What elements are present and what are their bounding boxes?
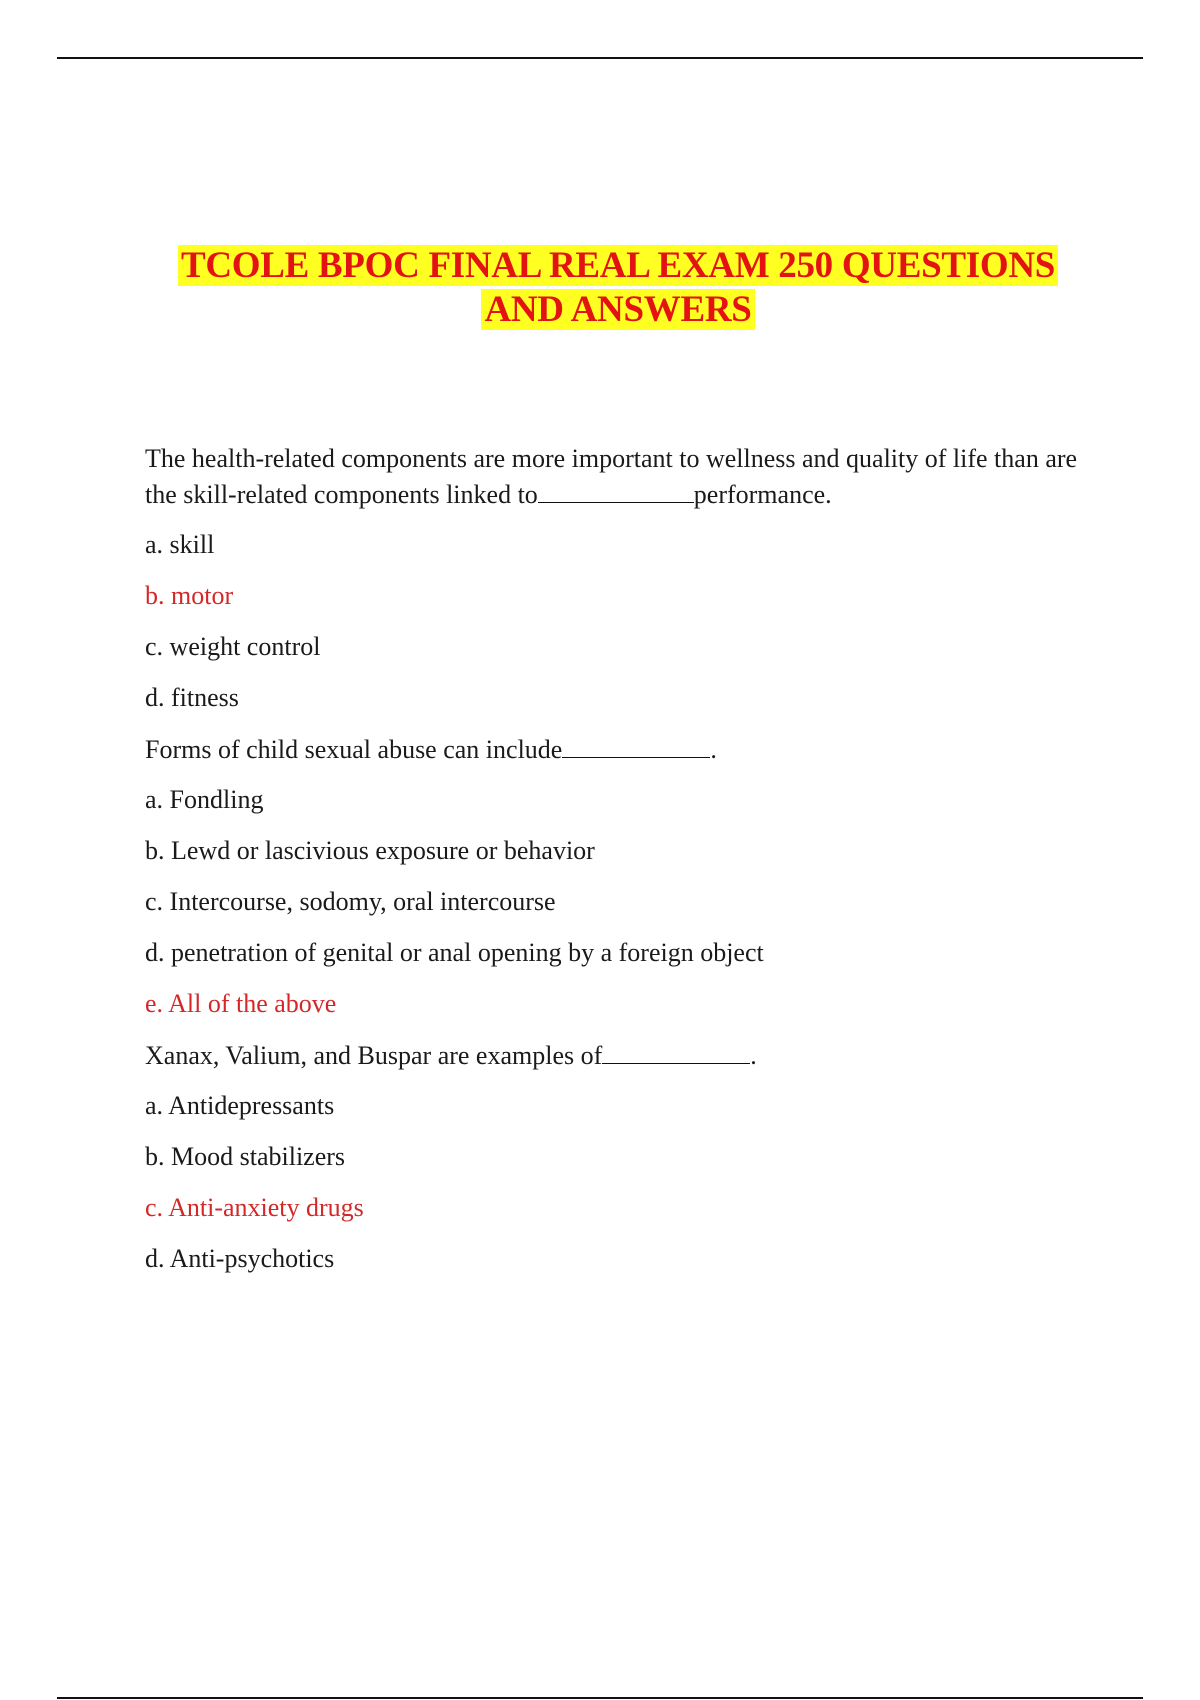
question-3-option-a: a. Antidepressants	[145, 1091, 335, 1120]
question-1-option-b-correct: b. motor	[145, 581, 234, 610]
question-3-stem: Xanax, Valium, and Buspar are examples of	[145, 1041, 603, 1070]
question-2-option-d: d. penetration of genital or anal opening by a foreign object	[145, 938, 764, 967]
question-1-option-d: d. fitness	[145, 683, 239, 712]
question-3	[145, 1037, 1085, 1073]
question-2-option-b: b. Lewd or lascivious exposure or behavior	[145, 836, 595, 865]
footer-rule	[57, 1697, 1143, 1699]
answer-blank	[602, 1037, 750, 1064]
title-line-2: AND ANSWERS	[481, 289, 754, 330]
answer-blank	[562, 731, 710, 758]
question-1-stem: The health-related components are more important to wellness and quality of life than are the skill-related components linked to	[145, 444, 1078, 509]
title-line-1: TCOLE BPOC FINAL REAL EXAM 250 QUESTIONS	[178, 245, 1058, 286]
question-1-option-c: c. weight control	[145, 632, 321, 661]
question-2-option-e-correct: e. All of the above	[145, 989, 337, 1018]
header-rule	[57, 57, 1143, 59]
question-2	[145, 731, 1085, 767]
question-1-stem-end: performance.	[693, 480, 832, 509]
question-2-stem: Forms of child sexual abuse can include	[145, 735, 563, 764]
question-1-option-a: a. skill	[145, 530, 215, 559]
document-title	[0, 244, 1200, 332]
question-list	[145, 441, 1085, 1292]
question-3-stem-end: .	[750, 1041, 757, 1070]
question-2-option-c: c. Intercourse, sodomy, oral intercourse	[145, 887, 556, 916]
question-1	[145, 441, 1085, 512]
question-3-option-c-correct: c. Anti-anxiety drugs	[145, 1193, 364, 1222]
question-2-stem-end: .	[710, 735, 717, 764]
question-3-option-b: b. Mood stabilizers	[145, 1142, 346, 1171]
answer-blank	[538, 476, 694, 503]
question-2-option-a: a. Fondling	[145, 785, 264, 814]
question-3-option-d: d. Anti-psychotics	[145, 1244, 335, 1273]
